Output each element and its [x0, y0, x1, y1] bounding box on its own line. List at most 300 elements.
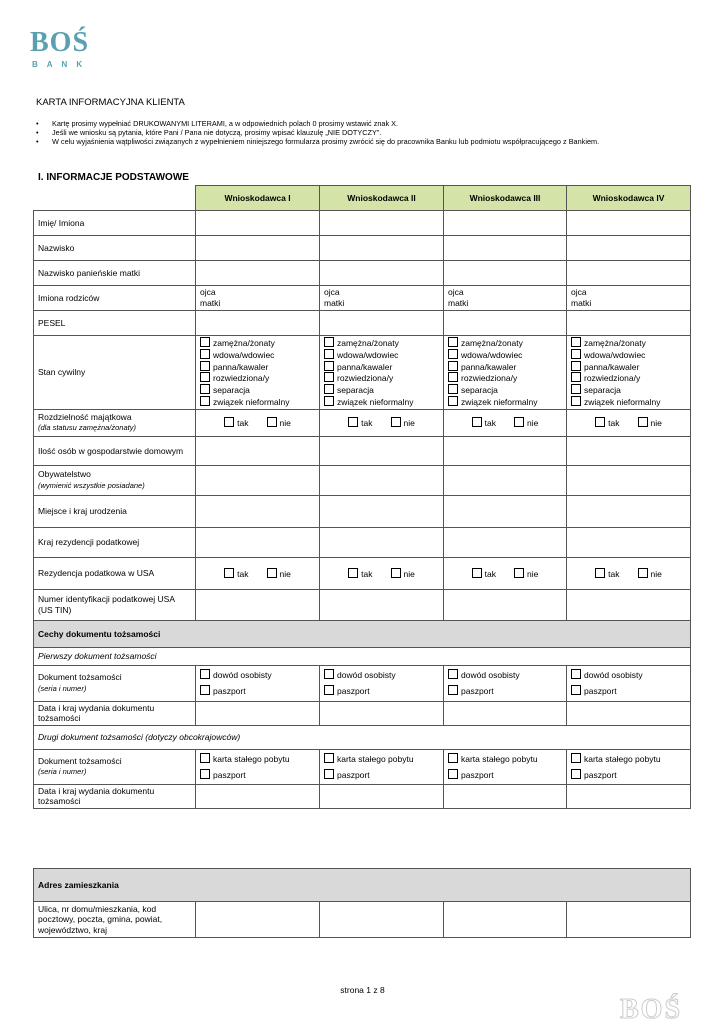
input-cell[interactable] [444, 311, 567, 336]
checkbox-option[interactable] [638, 417, 662, 429]
row-label: Stan cywilny [34, 336, 196, 410]
checkbox-option[interactable] [348, 568, 372, 580]
checkbox-icon[interactable] [267, 417, 277, 427]
checkbox-option[interactable] [267, 417, 291, 429]
input-cell[interactable] [320, 784, 444, 808]
input-cell[interactable] [320, 436, 444, 465]
yes-no-group [324, 568, 439, 580]
father-label: ojca [324, 287, 340, 297]
checkbox-option[interactable] [200, 767, 315, 783]
checkbox-icon[interactable] [200, 753, 210, 763]
input-cell[interactable] [196, 465, 320, 495]
checkbox-option[interactable] [324, 683, 439, 699]
checkbox-option[interactable] [224, 568, 248, 580]
input-cell[interactable] [444, 784, 567, 808]
document-label: Dokument tożsamości [38, 755, 122, 766]
input-cell[interactable] [567, 465, 691, 495]
checkbox-option[interactable] [200, 751, 315, 767]
input-cell[interactable] [196, 211, 320, 236]
subsection-second-document: Drugi dokument tożsamości (dotyczy obcokrajowców) [34, 725, 691, 749]
column-header: Wnioskodawca I [196, 186, 320, 211]
checkbox-icon[interactable] [472, 568, 482, 578]
checkbox-label: paszport [337, 686, 370, 697]
checkbox-icon[interactable] [571, 669, 581, 679]
address-section-header: Adres zamieszkania [34, 869, 691, 902]
checkbox-option[interactable] [448, 683, 562, 699]
checkbox-option[interactable] [324, 767, 439, 783]
row-label: Ulica, nr domu/mieszkania, kod pocztowy, poczta, gmina, powiat, województwo, kraj [34, 902, 196, 938]
basic-info-table [33, 185, 691, 809]
input-cell[interactable] [196, 436, 320, 465]
checkbox-label: rozwiedziona/y [213, 373, 270, 384]
checkbox-label: tak [608, 568, 620, 579]
checkbox-option[interactable] [267, 568, 291, 580]
checkbox-label: karta stałego pobytu [461, 753, 538, 764]
checkbox-option[interactable] [571, 372, 686, 384]
card-title: KARTA INFORMACYJNA KLIENTA [36, 97, 185, 108]
checkbox-icon[interactable] [200, 337, 210, 347]
checkbox-option[interactable] [571, 683, 686, 699]
checkbox-icon[interactable] [200, 769, 210, 779]
checkbox-icon[interactable] [448, 769, 458, 779]
yes-no-options [444, 409, 567, 436]
row-rezydencja-usa [34, 557, 691, 589]
mother-label: matki [200, 297, 221, 308]
input-cell[interactable] [567, 589, 691, 620]
checkbox-icon[interactable] [324, 384, 334, 394]
parents-cell[interactable] [320, 286, 444, 311]
checkbox-option[interactable] [472, 568, 496, 580]
checkbox-label: zamężna/żonaty [213, 338, 275, 348]
yes-no-group [200, 417, 315, 429]
input-cell[interactable] [567, 527, 691, 557]
checkbox-icon[interactable] [348, 417, 358, 427]
input-cell[interactable] [196, 261, 320, 286]
input-cell[interactable] [567, 211, 691, 236]
checkbox-icon[interactable] [348, 568, 358, 578]
checkbox-option[interactable] [571, 767, 686, 783]
checkbox-label: nie [650, 568, 662, 579]
document-type-options [320, 665, 444, 701]
yes-no-group [200, 568, 315, 580]
checkbox-option[interactable] [571, 396, 686, 408]
row-drugi-dokument [34, 725, 691, 749]
yes-no-options [196, 557, 320, 589]
logo-sub: BANK [32, 60, 92, 69]
document-type-options [196, 749, 320, 784]
input-cell[interactable] [444, 236, 567, 261]
document-label: Dokument tożsamości [38, 672, 122, 683]
checkbox-label: wdowa/wdowiec [461, 349, 523, 360]
checkbox-icon[interactable] [324, 361, 334, 371]
checkbox-label: związek nieformalny [584, 396, 661, 407]
input-cell[interactable] [320, 311, 444, 336]
checkbox-icon[interactable] [571, 685, 581, 695]
checkbox-option[interactable] [514, 417, 538, 429]
watermark-logo: BOŚ [620, 994, 683, 1025]
row-cechy-dokumentu [34, 620, 691, 647]
input-cell[interactable] [444, 465, 567, 495]
checkbox-icon[interactable] [448, 337, 458, 347]
checkbox-option[interactable] [200, 361, 315, 373]
marital-status-options [567, 336, 691, 410]
bank-logo [30, 26, 100, 74]
checkbox-icon[interactable] [571, 361, 581, 371]
input-cell[interactable] [196, 236, 320, 261]
input-cell[interactable] [320, 465, 444, 495]
row-label [34, 749, 196, 784]
checkbox-label: separacja [213, 385, 250, 396]
checkbox-label: dowód osobisty [337, 670, 396, 681]
input-cell[interactable] [444, 211, 567, 236]
checkbox-option[interactable] [324, 361, 439, 373]
checkbox-label: tak [237, 418, 249, 429]
row-label: Nazwisko panieńskie matki [34, 261, 196, 286]
checkbox-label: tak [361, 418, 373, 429]
input-cell[interactable] [320, 589, 444, 620]
checkbox-label: separacja [584, 385, 621, 396]
document-type-options [196, 665, 320, 701]
checkbox-option[interactable] [448, 349, 562, 361]
checkbox-icon[interactable] [200, 384, 210, 394]
checkbox-icon[interactable] [472, 417, 482, 427]
input-cell[interactable] [196, 701, 320, 725]
checkbox-icon[interactable] [200, 361, 210, 371]
checkbox-icon[interactable] [200, 349, 210, 359]
yes-no-group [448, 417, 562, 429]
row-label: Rezydencja podatkowa w USA [34, 557, 196, 589]
checkbox-label: separacja [337, 385, 374, 396]
row-label: Data i kraj wydania dokumentu tożsamości [34, 701, 196, 725]
row-dokument-1 [34, 665, 691, 701]
checkbox-icon[interactable] [267, 568, 277, 578]
checkbox-option[interactable] [200, 396, 315, 408]
checkbox-option[interactable] [324, 667, 439, 683]
input-cell[interactable] [196, 527, 320, 557]
checkbox-option[interactable] [324, 372, 439, 384]
checkbox-option[interactable] [448, 396, 562, 408]
checkbox-label: nie [527, 568, 539, 579]
checkbox-label: karta stałego pobytu [213, 753, 290, 764]
checkbox-icon[interactable] [448, 372, 458, 382]
checkbox-icon[interactable] [324, 685, 334, 695]
checkbox-option[interactable] [571, 349, 686, 361]
checkbox-icon[interactable] [448, 669, 458, 679]
input-cell[interactable] [320, 495, 444, 527]
checkbox-option[interactable] [638, 568, 662, 580]
checkbox-label: rozwiedziona/y [337, 373, 394, 384]
checkbox-option[interactable] [324, 337, 439, 349]
input-cell[interactable] [320, 701, 444, 725]
instructions-list [36, 119, 676, 146]
mother-label: matki [448, 297, 469, 308]
checkbox-icon[interactable] [324, 769, 334, 779]
checkbox-icon[interactable] [200, 685, 210, 695]
document-type-options [320, 749, 444, 784]
mother-label: matki [571, 297, 592, 308]
marital-status-options [196, 336, 320, 410]
checkbox-icon[interactable] [571, 384, 581, 394]
input-cell[interactable] [320, 211, 444, 236]
checkbox-icon[interactable] [200, 372, 210, 382]
input-cell[interactable] [567, 261, 691, 286]
row-label: Numer identyfikacji podatkowej USA (US TIN) [34, 589, 196, 620]
checkbox-option[interactable] [448, 767, 562, 783]
checkbox-icon[interactable] [448, 361, 458, 371]
checkbox-option[interactable] [448, 372, 562, 384]
yes-no-options [320, 409, 444, 436]
subsection-first-document: Pierwszy dokument tożsamości [34, 647, 691, 665]
section-title: I. INFORMACJE PODSTAWOWE [38, 172, 189, 183]
row-label: Data i kraj wydania dokumentu tożsamości [34, 784, 196, 808]
checkbox-icon[interactable] [324, 349, 334, 359]
checkbox-icon[interactable] [595, 417, 605, 427]
instruction-item: • Kartę prosimy wypełniać DRUKOWANYMI LITERAMI, a w odpowiednich polach 0 prosimy wstawić znak X. [36, 119, 676, 128]
checkbox-icon[interactable] [448, 384, 458, 394]
checkbox-label: wdowa/wdowiec [213, 349, 275, 360]
section-header-identity: Cechy dokumentu tożsamości [34, 620, 691, 647]
input-cell[interactable] [444, 495, 567, 527]
checkbox-option[interactable] [448, 337, 562, 349]
checkbox-icon[interactable] [448, 753, 458, 763]
input-cell[interactable] [567, 902, 691, 938]
row-kraj-rezydencji [34, 527, 691, 557]
row-obywatelstwo [34, 465, 691, 495]
input-cell[interactable] [196, 784, 320, 808]
checkbox-icon[interactable] [200, 396, 210, 406]
checkbox-icon[interactable] [200, 669, 210, 679]
checkbox-label: karta stałego pobytu [584, 753, 661, 764]
checkbox-option[interactable] [571, 384, 686, 396]
row-stan-cywilny [34, 336, 691, 410]
input-cell[interactable] [320, 527, 444, 557]
marital-status-options [444, 336, 567, 410]
input-cell[interactable] [444, 701, 567, 725]
row-nazwisko-matki [34, 261, 691, 286]
checkbox-option[interactable] [448, 384, 562, 396]
input-cell[interactable] [567, 495, 691, 527]
checkbox-option[interactable] [324, 349, 439, 361]
checkbox-label: zamężna/żonaty [461, 338, 523, 348]
checkbox-icon[interactable] [571, 396, 581, 406]
row-tin [34, 589, 691, 620]
checkbox-label: nie [279, 418, 291, 429]
row-label: Kraj rezydencji podatkowej [34, 527, 196, 557]
checkbox-icon[interactable] [324, 753, 334, 763]
document-type-options [567, 749, 691, 784]
father-label: ojca [200, 287, 216, 297]
checkbox-label: paszport [584, 686, 617, 697]
corner-cell [34, 186, 196, 211]
checkbox-icon[interactable] [224, 417, 234, 427]
checkbox-label: związek nieformalny [337, 396, 414, 407]
checkbox-icon[interactable] [391, 417, 401, 427]
checkbox-icon[interactable] [324, 669, 334, 679]
row-pesel [34, 311, 691, 336]
document-type-options [567, 665, 691, 701]
input-cell[interactable] [444, 902, 567, 938]
row-label: Imię/ Imiona [34, 211, 196, 236]
checkbox-label: zamężna/żonaty [337, 338, 399, 348]
checkbox-option[interactable] [514, 568, 538, 580]
yes-no-options [320, 557, 444, 589]
input-cell[interactable] [567, 436, 691, 465]
checkbox-icon[interactable] [571, 372, 581, 382]
checkbox-option[interactable] [595, 417, 619, 429]
checkbox-icon[interactable] [391, 568, 401, 578]
document-type-options [444, 665, 567, 701]
checkbox-option[interactable] [571, 667, 686, 683]
checkbox-label: tak [237, 568, 249, 579]
checkbox-icon[interactable] [571, 349, 581, 359]
property-separation-label: Rozdzielność majątkowa [38, 411, 132, 422]
parents-cell[interactable] [196, 286, 320, 311]
checkbox-icon[interactable] [448, 685, 458, 695]
checkbox-label: paszport [213, 769, 246, 780]
checkbox-option[interactable] [571, 361, 686, 373]
citizenship-label: Obywatelstwo [38, 469, 91, 480]
checkbox-option[interactable] [448, 667, 562, 683]
checkbox-label: nie [279, 568, 291, 579]
parents-cell[interactable] [567, 286, 691, 311]
checkbox-label: rozwiedziona/y [584, 373, 641, 384]
input-cell[interactable] [196, 495, 320, 527]
checkbox-option[interactable] [324, 396, 439, 408]
checkbox-option[interactable] [324, 384, 439, 396]
input-cell[interactable] [567, 701, 691, 725]
row-rozdzielnosc [34, 409, 691, 436]
input-cell[interactable] [320, 902, 444, 938]
input-cell[interactable] [444, 261, 567, 286]
parents-cell[interactable] [444, 286, 567, 311]
checkbox-option[interactable] [571, 751, 686, 767]
checkbox-label: tak [361, 568, 373, 579]
yes-no-options [567, 557, 691, 589]
checkbox-icon[interactable] [514, 568, 524, 578]
checkbox-icon[interactable] [638, 417, 648, 427]
mother-label: matki [324, 297, 345, 308]
checkbox-icon[interactable] [514, 417, 524, 427]
checkbox-label: panna/kawaler [337, 361, 393, 372]
input-cell[interactable] [444, 589, 567, 620]
checkbox-icon[interactable] [638, 568, 648, 578]
checkbox-label: separacja [461, 385, 498, 396]
checkbox-option[interactable] [200, 667, 315, 683]
address-table [33, 868, 691, 938]
checkbox-label: rozwiedziona/y [461, 373, 518, 384]
document-type-options [444, 749, 567, 784]
checkbox-option[interactable] [200, 372, 315, 384]
checkbox-option[interactable] [571, 337, 686, 349]
input-cell[interactable] [567, 311, 691, 336]
input-cell[interactable] [567, 784, 691, 808]
checkbox-label: tak [608, 418, 620, 429]
yes-no-options [196, 409, 320, 436]
checkbox-icon[interactable] [448, 349, 458, 359]
checkbox-label: panna/kawaler [461, 361, 517, 372]
input-cell[interactable] [196, 902, 320, 938]
input-cell[interactable] [196, 311, 320, 336]
checkbox-icon[interactable] [448, 396, 458, 406]
instruction-item: • W celu wyjaśnienia wątpliwości związanych z wypełnieniem niniejszego formularza prosimy zwrócić się do pracownika Banku lub podmiotu współpracującego z Bankiem. [36, 137, 676, 146]
input-cell[interactable] [320, 261, 444, 286]
input-cell[interactable] [444, 527, 567, 557]
checkbox-icon[interactable] [324, 396, 334, 406]
checkbox-label: panna/kawaler [213, 361, 269, 372]
column-header: Wnioskodawca II [320, 186, 444, 211]
input-cell[interactable] [196, 589, 320, 620]
checkbox-option[interactable] [200, 683, 315, 699]
checkbox-label: dowód osobisty [461, 670, 520, 681]
checkbox-option[interactable] [200, 337, 315, 349]
father-label: ojca [571, 287, 587, 297]
checkbox-option[interactable] [448, 361, 562, 373]
yes-no-group [571, 568, 686, 580]
row-label [34, 409, 196, 436]
column-header: Wnioskodawca III [444, 186, 567, 211]
checkbox-label: wdowa/wdowiec [337, 349, 399, 360]
yes-no-options [567, 409, 691, 436]
checkbox-option[interactable] [595, 568, 619, 580]
property-separation-note: (dla statusu zamężna/żonaty) [38, 423, 136, 433]
row-miejsce-urodzenia [34, 495, 691, 527]
checkbox-icon[interactable] [224, 568, 234, 578]
checkbox-label: panna/kawaler [584, 361, 640, 372]
checkbox-label: zamężna/żonaty [584, 338, 646, 348]
row-data-kraj-1 [34, 701, 691, 725]
checkbox-icon[interactable] [571, 337, 581, 347]
checkbox-icon[interactable] [595, 568, 605, 578]
checkbox-icon[interactable] [324, 337, 334, 347]
row-label [34, 465, 196, 495]
row-data-kraj-2 [34, 784, 691, 808]
checkbox-label: karta stałego pobytu [337, 753, 414, 764]
checkbox-option[interactable] [324, 751, 439, 767]
checkbox-label: związek nieformalny [461, 396, 538, 407]
input-cell[interactable] [320, 236, 444, 261]
row-dokument-2 [34, 749, 691, 784]
checkbox-option[interactable] [391, 568, 415, 580]
row-label: PESEL [34, 311, 196, 336]
checkbox-label: nie [650, 418, 662, 429]
row-pierwszy-dokument [34, 647, 691, 665]
yes-no-options [444, 557, 567, 589]
checkbox-label: paszport [461, 686, 494, 697]
checkbox-option[interactable] [448, 751, 562, 767]
checkbox-option[interactable] [200, 349, 315, 361]
input-cell[interactable] [567, 236, 691, 261]
checkbox-icon[interactable] [571, 769, 581, 779]
checkbox-option[interactable] [348, 417, 372, 429]
row-label: Ilość osób w gospodarstwie domowym [34, 436, 196, 465]
checkbox-icon[interactable] [571, 753, 581, 763]
input-cell[interactable] [444, 436, 567, 465]
page-number: strona 1 z 8 [340, 985, 385, 995]
checkbox-option[interactable] [391, 417, 415, 429]
checkbox-label: paszport [213, 686, 246, 697]
checkbox-option[interactable] [472, 417, 496, 429]
checkbox-icon[interactable] [324, 372, 334, 382]
checkbox-option[interactable] [200, 384, 315, 396]
row-label: Miejsce i kraj urodzenia [34, 495, 196, 527]
row-imie [34, 211, 691, 236]
citizenship-note: (wymienić wszystkie posiadane) [38, 480, 145, 490]
checkbox-label: nie [403, 418, 415, 429]
row-label: Nazwisko [34, 236, 196, 261]
row-ilosc-osob [34, 436, 691, 465]
checkbox-option[interactable] [224, 417, 248, 429]
checkbox-label: paszport [584, 769, 617, 780]
